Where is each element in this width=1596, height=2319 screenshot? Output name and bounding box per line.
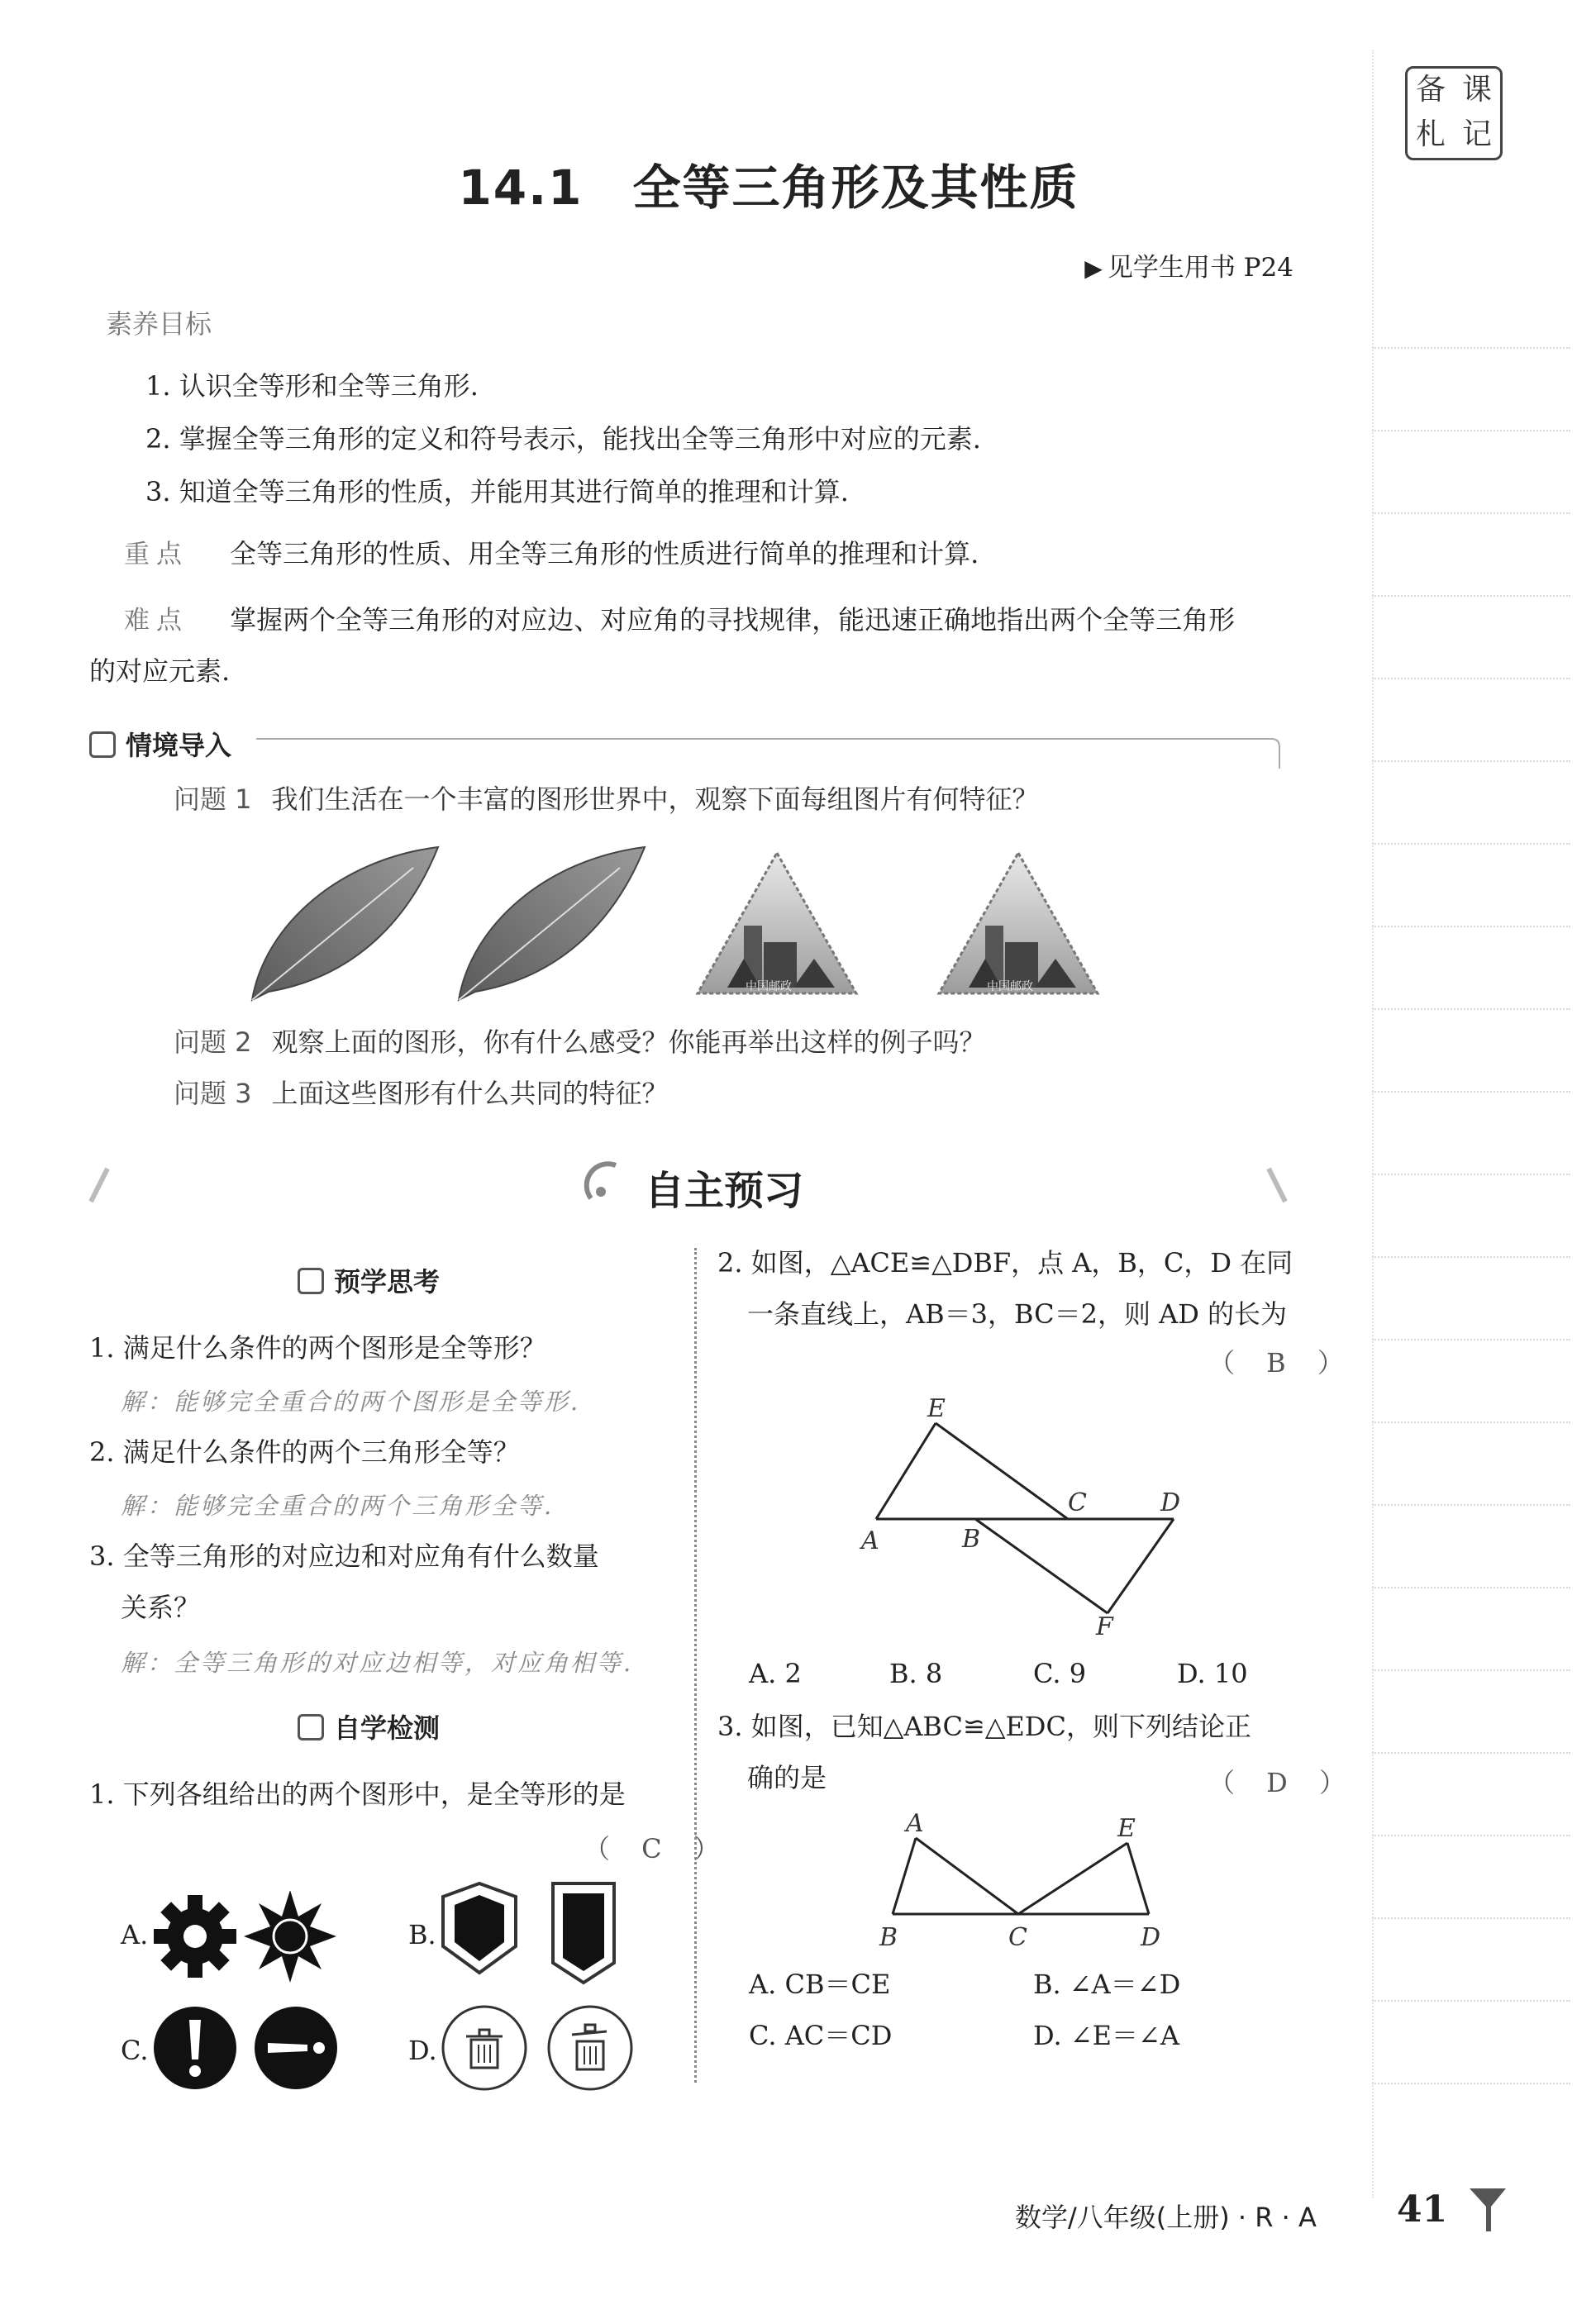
option: D. 10 xyxy=(1177,1658,1248,1689)
point-label: F xyxy=(1096,1612,1113,1636)
preview-heading: 自主预习 xyxy=(645,1168,804,1214)
question-text: 观察上面的图形，你有什么感受？你能再举出这样的例子吗？ xyxy=(271,1026,986,1058)
key-point xyxy=(124,529,979,579)
intro-question-1 xyxy=(174,779,1039,817)
option-c-figures xyxy=(154,2003,352,2094)
play-arrow-icon: ▶ xyxy=(1084,255,1103,282)
difficulty-text: 掌握两个全等三角形的对应边、对应角的寻找规律，能迅速正确地指出两个全等三角形 xyxy=(230,604,1236,636)
think-answer: 解：能够完全重合的两个图形是全等形. xyxy=(121,1388,581,1416)
intro-frame-line xyxy=(240,727,1281,777)
option-a-figures xyxy=(154,1891,352,1990)
option-label: A. xyxy=(121,1919,149,1950)
goal-item: 1. 认识全等形和全等三角形. xyxy=(145,370,479,402)
preview-icon xyxy=(583,1157,632,1207)
option: B. 8 xyxy=(889,1658,943,1689)
slash-decoration xyxy=(1260,1165,1293,1207)
think-heading xyxy=(298,1261,440,1299)
shield-icon xyxy=(443,1883,516,1973)
check-question-1: 1. 下列各组给出的两个图形中，是全等形的是 xyxy=(89,1779,626,1810)
option: A. 2 xyxy=(749,1658,802,1689)
point-label: E xyxy=(927,1394,946,1423)
think-answer: 解：全等三角形的对应边相等，对应角相等. xyxy=(121,1649,634,1677)
section-icon xyxy=(89,731,116,758)
option: A. CB＝CE xyxy=(749,1969,891,2000)
stamp-image xyxy=(939,853,1098,993)
stamp-caption: 中国邮政 xyxy=(746,980,792,993)
difficulty-text-cont: 的对应元素. xyxy=(89,655,231,687)
goal-item: 2. 掌握全等三角形的定义和符号表示，能找出全等三角形中对应的元素. xyxy=(145,423,981,455)
badge-char: 记 xyxy=(1461,117,1492,151)
trash-icon xyxy=(549,2007,631,2089)
sun-icon xyxy=(244,1891,336,1983)
stamp-caption: 中国邮政 xyxy=(987,980,1033,993)
intro-question-2 xyxy=(174,1021,986,1060)
exclamation-icon xyxy=(154,2007,236,2089)
option: D. ∠E＝∠A xyxy=(1033,2020,1179,2051)
point-label: E xyxy=(1117,1814,1136,1843)
key-point-text: 全等三角形的性质、用全等三角形的性质进行简单的推理和计算. xyxy=(230,538,979,569)
section-icon xyxy=(298,1268,324,1294)
shield-icon xyxy=(553,1883,614,1983)
think-question: 1. 满足什么条件的两个图形是全等形？ xyxy=(89,1332,546,1364)
option: C. AC＝CD xyxy=(749,2020,893,2051)
answer-blank: （ B ） xyxy=(1208,1347,1355,1379)
point-label: C xyxy=(1008,1923,1027,1950)
intro-heading xyxy=(89,725,231,763)
option: C. 9 xyxy=(1033,1658,1087,1689)
option-b-figures xyxy=(438,1880,636,1988)
intro-pictures xyxy=(248,835,1157,1008)
check-question-2-cont: 一条直线上，AB＝3，BC＝2，则 AD 的长为 xyxy=(747,1298,1288,1330)
gear-icon xyxy=(154,1895,236,1978)
badge-char: 课 xyxy=(1461,73,1492,107)
point-label: D xyxy=(1160,1488,1181,1517)
key-point-label: 重点 xyxy=(124,540,188,569)
leaf-image xyxy=(459,847,645,1000)
option-label: B. xyxy=(408,1919,436,1950)
point-label: C xyxy=(1068,1488,1087,1517)
footer-book-info: 数学/八年级(上册) · R · A xyxy=(1015,2202,1317,2233)
question-text: 我们生活在一个丰富的图形世界中，观察下面每组图片有何特征？ xyxy=(271,783,1039,815)
question-label: 问题 1 xyxy=(174,783,252,815)
option-d-figures xyxy=(438,2003,645,2094)
minus-icon xyxy=(255,2007,337,2089)
think-heading-text: 预学思考 xyxy=(334,1266,441,1298)
question-label: 问题 2 xyxy=(174,1026,252,1058)
intro-question-3 xyxy=(174,1073,669,1111)
page-number: 41 xyxy=(1397,2188,1448,2231)
difficulty-label: 难点 xyxy=(124,606,188,636)
lesson-notes-badge xyxy=(1405,66,1503,160)
reference-text: 见学生用书 P24 xyxy=(1107,253,1293,283)
page-title: 14.1 全等三角形及其性质 xyxy=(458,160,1079,216)
answer-blank: （ C ） xyxy=(584,1833,731,1864)
point-label: D xyxy=(1141,1923,1161,1950)
intro-heading-text: 情境导入 xyxy=(126,730,232,761)
think-question: 3. 全等三角形的对应边和对应角有什么数量 xyxy=(89,1540,599,1572)
trash-icon xyxy=(443,2007,526,2089)
think-question-cont: 关系？ xyxy=(121,1592,201,1623)
check-question-2: 2. 如图，△ACE≌△DBF，点 A，B，C，D 在同 xyxy=(717,1247,1293,1279)
student-book-reference xyxy=(1084,246,1293,283)
option-label: D. xyxy=(408,2035,437,2066)
check-heading-text: 自学检测 xyxy=(334,1712,441,1744)
point-label: A xyxy=(861,1526,879,1555)
difficulty xyxy=(124,595,1235,645)
figure-q3 xyxy=(860,1810,1174,1950)
check-heading xyxy=(298,1707,440,1745)
badge-char: 备 xyxy=(1415,73,1446,107)
check-question-3-cont: 确的是 xyxy=(747,1762,827,1793)
goals-heading: 素养目标 xyxy=(106,308,212,340)
think-question: 2. 满足什么条件的两个三角形全等？ xyxy=(89,1436,520,1468)
option-label: C. xyxy=(121,2035,149,2066)
question-text: 上面这些图形有什么共同的特征？ xyxy=(271,1078,669,1109)
column-divider xyxy=(694,1248,697,2083)
section-icon xyxy=(298,1714,324,1740)
stamp-image xyxy=(698,853,856,993)
point-label: B xyxy=(962,1525,981,1554)
point-label: B xyxy=(879,1923,898,1950)
point-label: A xyxy=(906,1810,924,1838)
answer-blank: （ D ） xyxy=(1208,1767,1358,1798)
corner-logo-icon xyxy=(1463,2182,1513,2240)
figure-q2 xyxy=(843,1388,1207,1636)
badge-char: 札 xyxy=(1415,117,1446,151)
think-answer: 解：能够完全重合的两个三角形全等. xyxy=(121,1492,555,1520)
goal-item: 3. 知道全等三角形的性质，并能用其进行简单的推理和计算. xyxy=(145,476,849,507)
leaf-image xyxy=(252,847,438,1000)
option: B. ∠A＝∠D xyxy=(1033,1969,1181,2000)
slash-decoration xyxy=(83,1165,116,1207)
question-label: 问题 3 xyxy=(174,1078,252,1109)
check-question-3: 3. 如图，已知△ABC≌△EDC，则下列结论正 xyxy=(717,1711,1251,1742)
